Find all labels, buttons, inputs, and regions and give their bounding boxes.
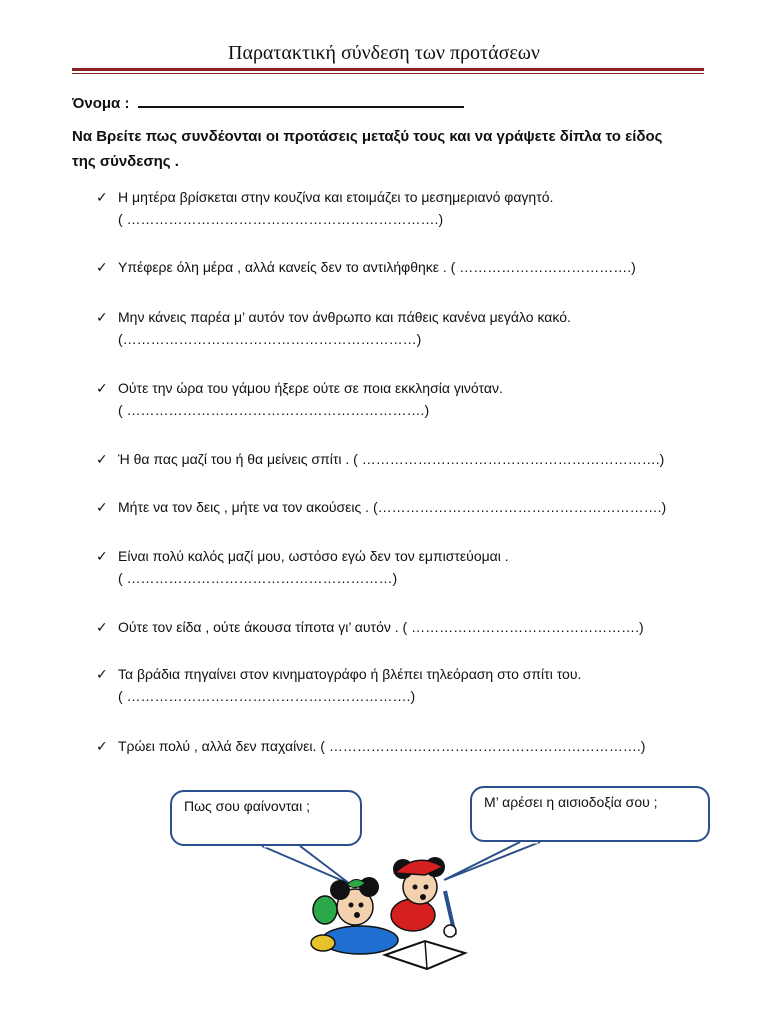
speech-bubble-right: Μ’ αρέσει η αισιοδοξία σου ;	[470, 786, 710, 842]
checkmark-icon: ✓	[96, 309, 108, 325]
speech-bubble-left: Πως σου φαίνονται ;	[170, 790, 362, 846]
exercise-sentence: Μην κάνεις παρέα μ’ αυτόν τον άνθρωπο και πάθεις κανένα μεγάλο κακό.	[118, 309, 571, 325]
exercise-sentence[interactable]: Τρώει πολύ , αλλά δεν παχαίνει. ( ………………………………………………………….)	[118, 738, 646, 754]
exercise-sentence[interactable]: Μήτε να τον δεις , μήτε να τον ακούσεις . (…………………………………………………….)	[118, 499, 667, 515]
checkmark-icon: ✓	[96, 259, 108, 275]
answer-blank[interactable]: ( …………………………………………………….)	[118, 688, 416, 704]
checkmark-icon: ✓	[96, 548, 108, 564]
checkmark-icon: ✓	[96, 189, 108, 205]
exercise-sentence[interactable]: Ή θα πας μαζί του ή θα μείνεις σπίτι . ( ……………………………………………………….)	[118, 451, 665, 467]
exercise-sentence: Είναι πολύ καλός μαζί μου, ωστόσο εγώ δεν τον εμπιστεύομαι .	[118, 548, 509, 564]
exercise-sentence[interactable]: Ούτε τον είδα , ούτε άκουσα τίποτα γι’ αυτόν . ( ………………………………………….)	[118, 619, 644, 635]
checkmark-icon: ✓	[96, 619, 108, 635]
answer-blank[interactable]: ( ………………………………………………………….)	[118, 211, 444, 227]
checkmark-icon: ✓	[96, 451, 108, 467]
exercise-sentence: Η μητέρα βρίσκεται στην κουζίνα και ετοιμάζει το μεσημεριανό φαγητό.	[118, 189, 554, 205]
answer-blank[interactable]: (………………………………………………………)	[118, 331, 422, 347]
checkmark-icon: ✓	[96, 380, 108, 396]
exercise-sentence: Τα βράδια πηγαίνει στον κινηματογράφο ή βλέπει τηλεόραση στο σπίτι του.	[118, 666, 582, 682]
answer-blank[interactable]: ( ……………………………………………………….)	[118, 402, 430, 418]
cartoon-mice-illustration	[305, 845, 475, 980]
name-label: Όνομα :	[72, 95, 130, 112]
checkmark-icon: ✓	[96, 738, 108, 754]
checkmark-icon: ✓	[96, 666, 108, 682]
page-title: Παρατακτική σύνδεση των προτάσεων	[228, 42, 540, 64]
instructions: Να Βρείτε πως συνδέονται οι προτάσεις μεταξύ τους και να γράψετε δίπλα το είδος της σύνδεσης .	[72, 128, 663, 170]
exercise-sentence: Ούτε την ώρα του γάμου ήξερε ούτε σε ποια εκκλησία γινόταν.	[118, 380, 503, 396]
checkmark-icon: ✓	[96, 499, 108, 515]
exercise-sentence[interactable]: Υπέφερε όλη μέρα , αλλά κανείς δεν το αντιλήφθηκε . ( ……………………………….)	[118, 259, 636, 275]
answer-blank[interactable]: ( …………………………………………………)	[118, 570, 398, 586]
